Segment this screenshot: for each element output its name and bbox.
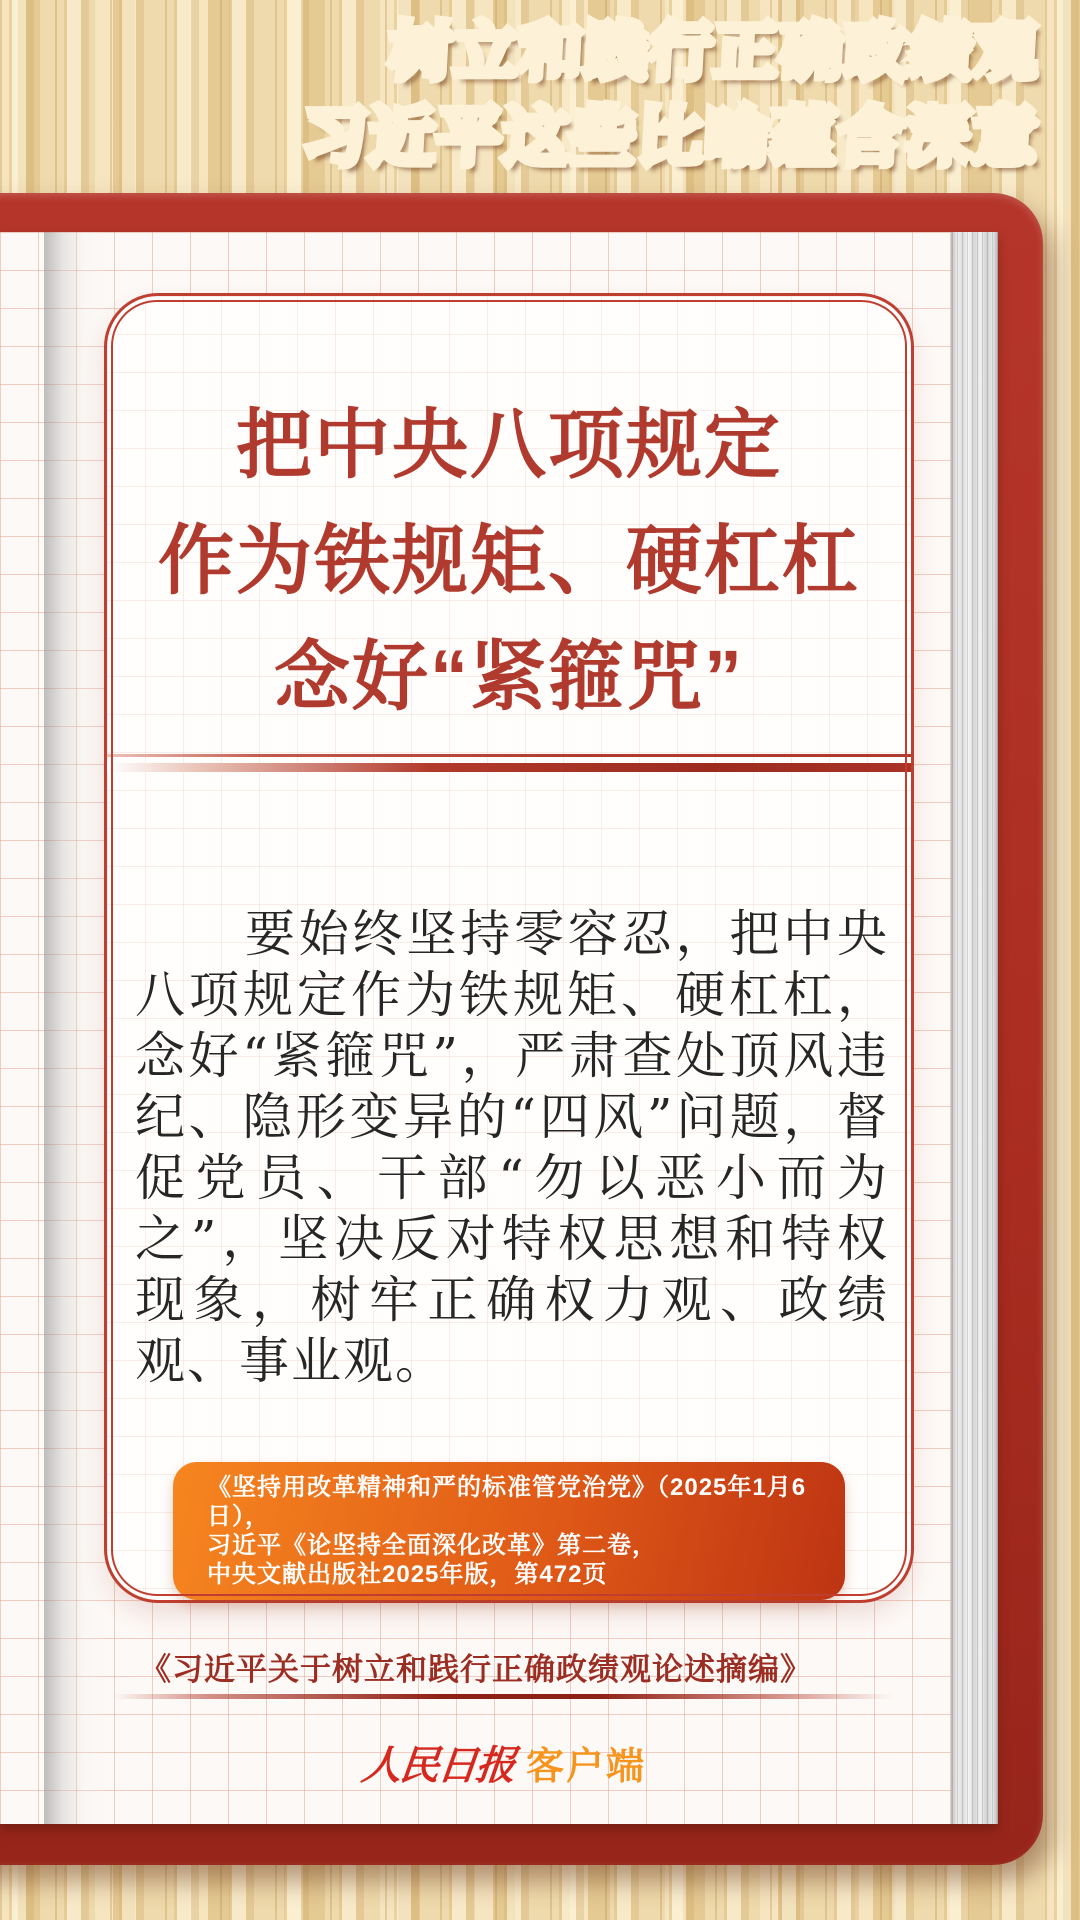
quote-title	[107, 388, 911, 736]
client-app-label: 客户端	[525, 1746, 646, 1788]
publisher-logo	[28, 1734, 980, 1791]
title-divider-thick-line	[107, 763, 911, 772]
headline-line-2: 习近平这些比喻蕴含深意 习近平这些比喻蕴含深意	[301, 90, 1043, 184]
peoples-daily-wordmark: 人民日报	[359, 1742, 517, 1789]
citation-box	[173, 1462, 845, 1600]
grid-paper-page	[0, 232, 998, 1824]
quote-title-line-1: 把中央八项规定	[236, 403, 782, 488]
quote-title-line-3: 念好“紧箍咒”	[274, 635, 744, 720]
page-stack-edge-right	[951, 232, 998, 1824]
poster-headline	[303, 16, 1040, 184]
book-title: 《习近平关于树立和践行正确政绩观论述摘编》	[140, 1652, 812, 1688]
title-divider-thin-line	[107, 754, 911, 757]
book-title-underline	[113, 1694, 893, 1699]
quote-title-line-2: 作为铁规矩、硬杠杠	[158, 519, 860, 604]
citation-line-1: 《坚持用改革精神和严的标准管党治党》（2025年1月6日），	[207, 1474, 807, 1530]
quote-card	[104, 293, 914, 1603]
page-stack-edge-left	[44, 232, 108, 1824]
citation-line-3: 中央文献出版社2025年版，第472页	[207, 1561, 608, 1588]
quote-body: 要始终坚持零容忍，把中央八项规定作为铁规矩、硬杠杠，念好“紧箍咒”，严肃查处顶风违纪、隐形变异的“四风”问题，督促党员、干部“勿以恶小而为之”，坚决反对特权思想和特权现象，树牢正确权力观、政绩观、事业观。	[135, 905, 889, 1390]
citation-line-2: 习近平《论坚持全面深化改革》第二卷，	[207, 1532, 657, 1559]
title-divider	[107, 754, 911, 772]
headline-line-1: 树立和践行正确政绩观 树立和践行正确政绩观	[301, 16, 1042, 90]
